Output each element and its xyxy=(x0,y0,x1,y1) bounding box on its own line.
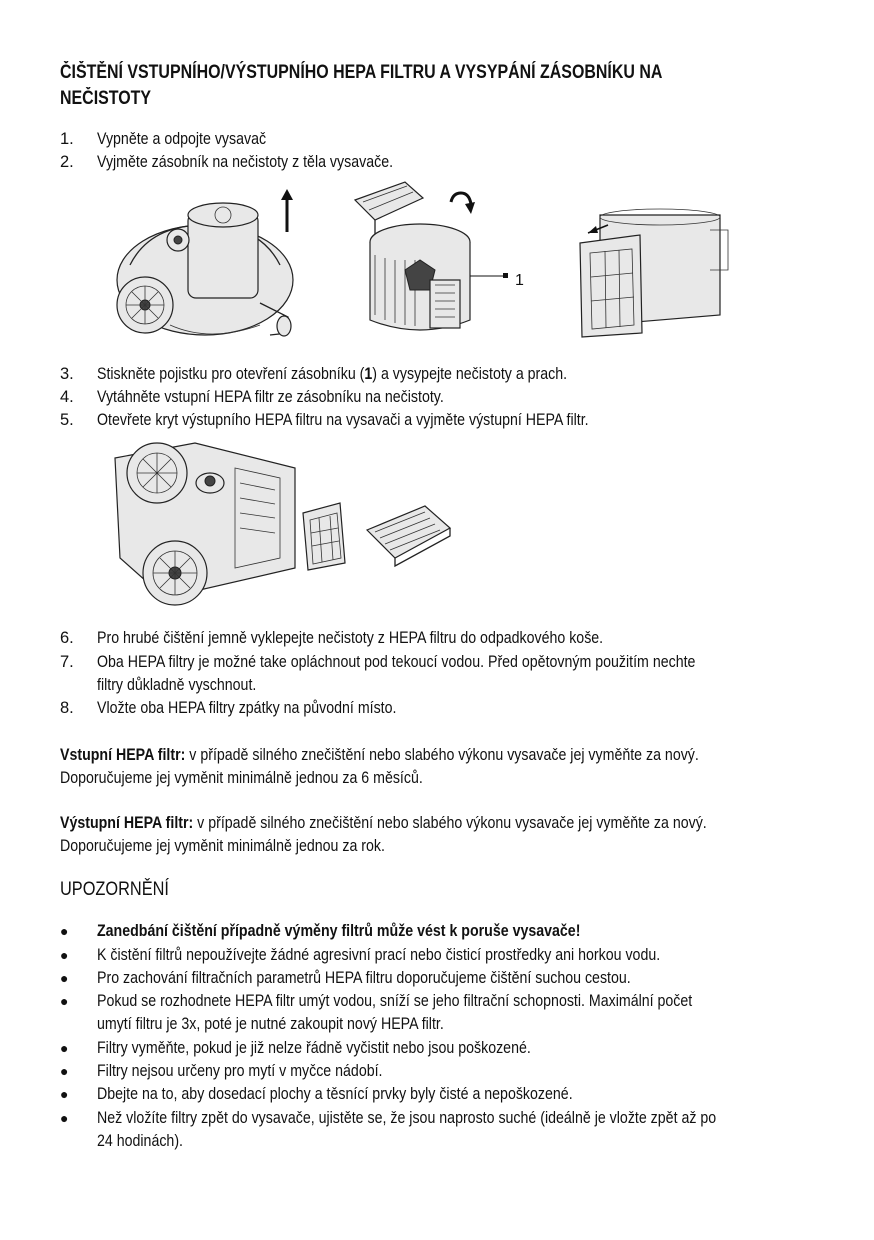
warning-item: K čistění filtrů nepoužívejte žádné agresivní prací nebo čisticí prostředky ani horkou vodu. xyxy=(97,946,661,964)
step-text: Oba HEPA filtry je možné take opláchnout pod tekoucí vodou. Před opětovným použitím nechte xyxy=(97,653,696,671)
step-text: Vypněte a odpojte vysavač xyxy=(97,130,267,148)
step-number: 7. xyxy=(60,653,74,671)
inlet-filter-note-continued: Doporučujeme jej vyměnit minimálně jednou za 6 měsíců. xyxy=(60,769,423,787)
bullet-icon: ● xyxy=(60,1086,69,1102)
bullet-icon: ● xyxy=(60,1040,69,1056)
dust-container-illustration xyxy=(345,180,515,345)
callout-label: 1 xyxy=(515,272,524,289)
warning-item: Dbejte na to, aby dosedací plochy a těsnící prvky byly čisté a nepoškozené. xyxy=(97,1085,573,1103)
step-text: Pro hrubé čištění jemně vyklepejte nečistoty z HEPA filtru do odpadkového koše. xyxy=(97,629,604,647)
warning-item: Filtry nejsou určeny pro mytí v myčce nádobí. xyxy=(97,1062,383,1080)
step-number: 3. xyxy=(60,365,74,383)
bullet-icon: ● xyxy=(60,970,69,986)
outlet-filter-note: Výstupní HEPA filtr: v případě silného znečištění nebo slabého výkonu vysavače jej vyměňte za nový. xyxy=(60,814,707,832)
warning-item-continued: 24 hodinách). xyxy=(97,1132,183,1150)
warning-item: Pro zachování filtračních parametrů HEPA filtru doporučujeme čištění suchou cestou. xyxy=(97,969,631,987)
step-text-continued: filtry důkladně vyschnout. xyxy=(97,676,257,694)
step-number: 1. xyxy=(60,130,74,148)
page-title xyxy=(60,60,777,112)
inlet-hepa-filter-illustration xyxy=(560,205,730,345)
step-text: Otevřete kryt výstupního HEPA filtru na vysavači a vyjměte výstupní HEPA filtr. xyxy=(97,411,589,429)
bullet-icon: ● xyxy=(60,993,69,1009)
step-number: 5. xyxy=(60,411,74,429)
bullet-icon: ● xyxy=(60,923,69,939)
bullet-icon: ● xyxy=(60,947,69,963)
warning-item: Zanedbání čištění případně výměny filtrů může vést k poruše vysavače! xyxy=(97,922,581,940)
vacuum-body-illustration xyxy=(110,185,300,350)
step-number: 2. xyxy=(60,153,74,171)
inlet-filter-note: Vstupní HEPA filtr: v případě silného znečištění nebo slabého výkonu vysavače jej vyměňte za nový. xyxy=(60,746,699,764)
step-number: 4. xyxy=(60,388,74,406)
step-text: Vyjměte zásobník na nečistoty z těla vysavače. xyxy=(97,153,394,171)
warning-item: Pokud se rozhodnete HEPA filtr umýt vodou, sníží se jeho filtrační schopnosti. Maximální počet xyxy=(97,992,693,1010)
lift-arrow-icon xyxy=(280,188,294,234)
step-number: 8. xyxy=(60,699,74,717)
step-text: Vytáhněte vstupní HEPA filtr ze zásobníku na nečistoty. xyxy=(97,388,444,406)
step-text: Vložte oba HEPA filtry zpátky na původní místo. xyxy=(97,699,397,717)
warning-item: Než vložíte filtry zpět do vysavače, ujistěte se, že jsou naprosto suché (ideálně je vložte zpět až po xyxy=(97,1109,717,1127)
outlet-hepa-filter-illustration xyxy=(105,438,465,608)
warning-heading: UPOZORNĚNÍ xyxy=(60,879,169,900)
step-text: Stiskněte pojistku pro otevření zásobníku (1) a vysypejte nečistoty a prach. xyxy=(97,365,568,383)
step-number: 6. xyxy=(60,629,74,647)
title-line-1: ČIŠTĚNÍ VSTUPNÍHO/VÝSTUPNÍHO HEPA FILTRU A VYSYPÁNÍ ZÁSOBNÍKU NA xyxy=(60,62,663,83)
bullet-icon: ● xyxy=(60,1110,69,1126)
bullet-icon: ● xyxy=(60,1063,69,1079)
title-line-2: NEČISTOTY xyxy=(60,88,152,109)
outlet-filter-note-continued: Doporučujeme jej vyměnit minimálně jednou za rok. xyxy=(60,837,385,855)
rotate-arrow-icon xyxy=(447,190,475,218)
warning-item-continued: umytí filtru je 3x, poté je nutné zakoupit nový HEPA filtr. xyxy=(97,1015,444,1033)
warning-item: Filtry vyměňte, pokud je již nelze řádně vyčistit nebo jsou poškozené. xyxy=(97,1039,531,1057)
